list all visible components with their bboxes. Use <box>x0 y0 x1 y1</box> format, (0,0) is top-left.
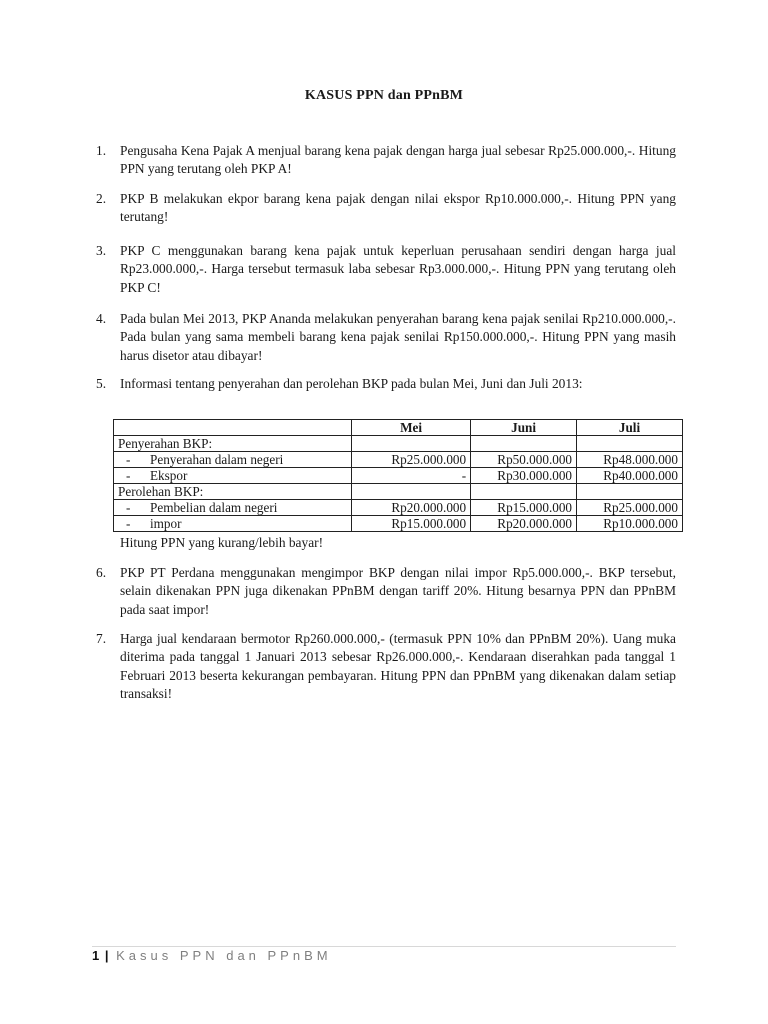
bkp-table <box>113 419 683 532</box>
row-dash: - <box>126 516 131 531</box>
table-row <box>114 484 683 500</box>
table-cell: Rp15.000.000 <box>471 500 577 516</box>
table-cell: Rp10.000.000 <box>577 516 683 532</box>
table-cell: Rp40.000.000 <box>577 468 683 484</box>
question-text: Pengusaha Kena Pajak A menjual barang kena pajak dengan harga jual sebesar Rp25.000.000,-. Hitung PPN yang terutang oleh PKP A! <box>120 143 676 177</box>
table-cell-label <box>114 500 352 516</box>
table-cell <box>352 484 471 500</box>
question-number: 2. <box>96 191 107 206</box>
page-footer <box>92 946 676 963</box>
table-cell: - <box>352 468 471 484</box>
table-cell-label <box>114 468 352 484</box>
table-cell <box>577 436 683 452</box>
row-label: Penyerahan dalam negeri <box>150 452 284 467</box>
table-cell: Rp25.000.000 <box>577 500 683 516</box>
question-text: PKP PT Perdana menggunakan mengimpor BKP dengan nilai impor Rp5.000.000,-. BKP tersebut, selain dikenakan PPN juga dikenakan PPnBM dengan tariff 20%. Hitung besarnya PPN dan PPnBM pada saat impor! <box>120 565 676 617</box>
table-cell <box>352 436 471 452</box>
question-number: 5. <box>96 376 107 391</box>
question-2 <box>96 190 676 227</box>
row-label: Ekspor <box>150 468 188 483</box>
table-cell: Rp25.000.000 <box>352 452 471 468</box>
question-number: 3. <box>96 243 107 258</box>
footer-title: Kasus PPN dan PPnBM <box>116 948 332 963</box>
bkp-table-container <box>113 419 683 532</box>
question-text: Informasi tentang penyerahan dan perolehan BKP pada bulan Mei, Juni dan Juli 2013: <box>120 376 583 391</box>
question-text: PKP C menggunakan barang kena pajak untuk keperluan perusahaan sendiri dengan harga jual Rp23.000.000,-. Harga tersebut termasuk laba sebesar Rp3.000.000,-. Hitung PPN yang terutang oleh PKP C! <box>120 243 676 295</box>
page-number: 1 <box>92 948 100 963</box>
page-title: KASUS PPN dan PPnBM <box>304 88 464 103</box>
table-row <box>114 516 683 532</box>
question-text: PKP B melakukan ekpor barang kena pajak dengan nilai ekspor Rp10.000.000,-. Hitung PPN yang terutang! <box>120 191 676 225</box>
table-cell: Rp48.000.000 <box>577 452 683 468</box>
row-label: impor <box>150 516 182 531</box>
table-row <box>114 468 683 484</box>
table-cell: Rp15.000.000 <box>352 516 471 532</box>
row-dash: - <box>126 452 131 467</box>
table-cell-label <box>114 452 352 468</box>
table-cell-label <box>114 516 352 532</box>
table-cell: Rp20.000.000 <box>471 516 577 532</box>
question-number: 7. <box>96 631 107 646</box>
row-dash: - <box>126 468 131 483</box>
table-header-row <box>114 420 683 436</box>
question-1 <box>96 142 676 179</box>
question-6 <box>96 564 676 619</box>
table-cell: Rp20.000.000 <box>352 500 471 516</box>
table-header-cell: Mei <box>352 420 471 436</box>
table-cell: Rp30.000.000 <box>471 468 577 484</box>
table-cell <box>471 436 577 452</box>
question-7 <box>96 630 676 704</box>
question-text: Harga jual kendaraan bermotor Rp260.000.000,- (termasuk PPN 10% dan PPnBM 20%). Uang muka diterima pada tanggal 1 Januari 2013 sebesar Rp26.000.000,-. Kendaraan diserahkan pada tanggal 1 Februari 2013 beserta kekurangan pembayaran. Hitung PPN dan PPnBM yang dikenakan dalam setiap transaksi! <box>120 631 676 702</box>
table-cell: Rp50.000.000 <box>471 452 577 468</box>
footer-separator: | <box>104 948 109 963</box>
question-text: Pada bulan Mei 2013, PKP Ananda melakukan penyerahan barang kena pajak senilai Rp210.000.000,-. Pada bulan yang sama membeli barang kena pajak senilai Rp150.000.000,-. Hitung PPN yang masih harus disetor atau dibayar! <box>120 311 676 363</box>
table-row <box>114 452 683 468</box>
question-number: 4. <box>96 311 107 326</box>
table-cell <box>471 484 577 500</box>
row-label: Pembelian dalam negeri <box>150 500 278 515</box>
question-number: 6. <box>96 565 107 580</box>
table-row <box>114 436 683 452</box>
table-cell-label <box>114 436 352 452</box>
table-header-cell: Juli <box>577 420 683 436</box>
question-5 <box>96 375 676 393</box>
table-cell <box>577 484 683 500</box>
table-header-cell: Juni <box>471 420 577 436</box>
row-label: Penyerahan BKP: <box>118 436 213 451</box>
table-row <box>114 500 683 516</box>
question-4 <box>96 310 676 365</box>
table-instruction: Hitung PPN yang kurang/lebih bayar! <box>120 535 324 550</box>
table-cell-label <box>114 484 352 500</box>
question-3 <box>96 242 676 297</box>
question-number: 1. <box>96 143 107 158</box>
row-dash: - <box>126 500 131 515</box>
table-header-cell <box>114 420 352 436</box>
row-label: Perolehan BKP: <box>118 484 204 499</box>
